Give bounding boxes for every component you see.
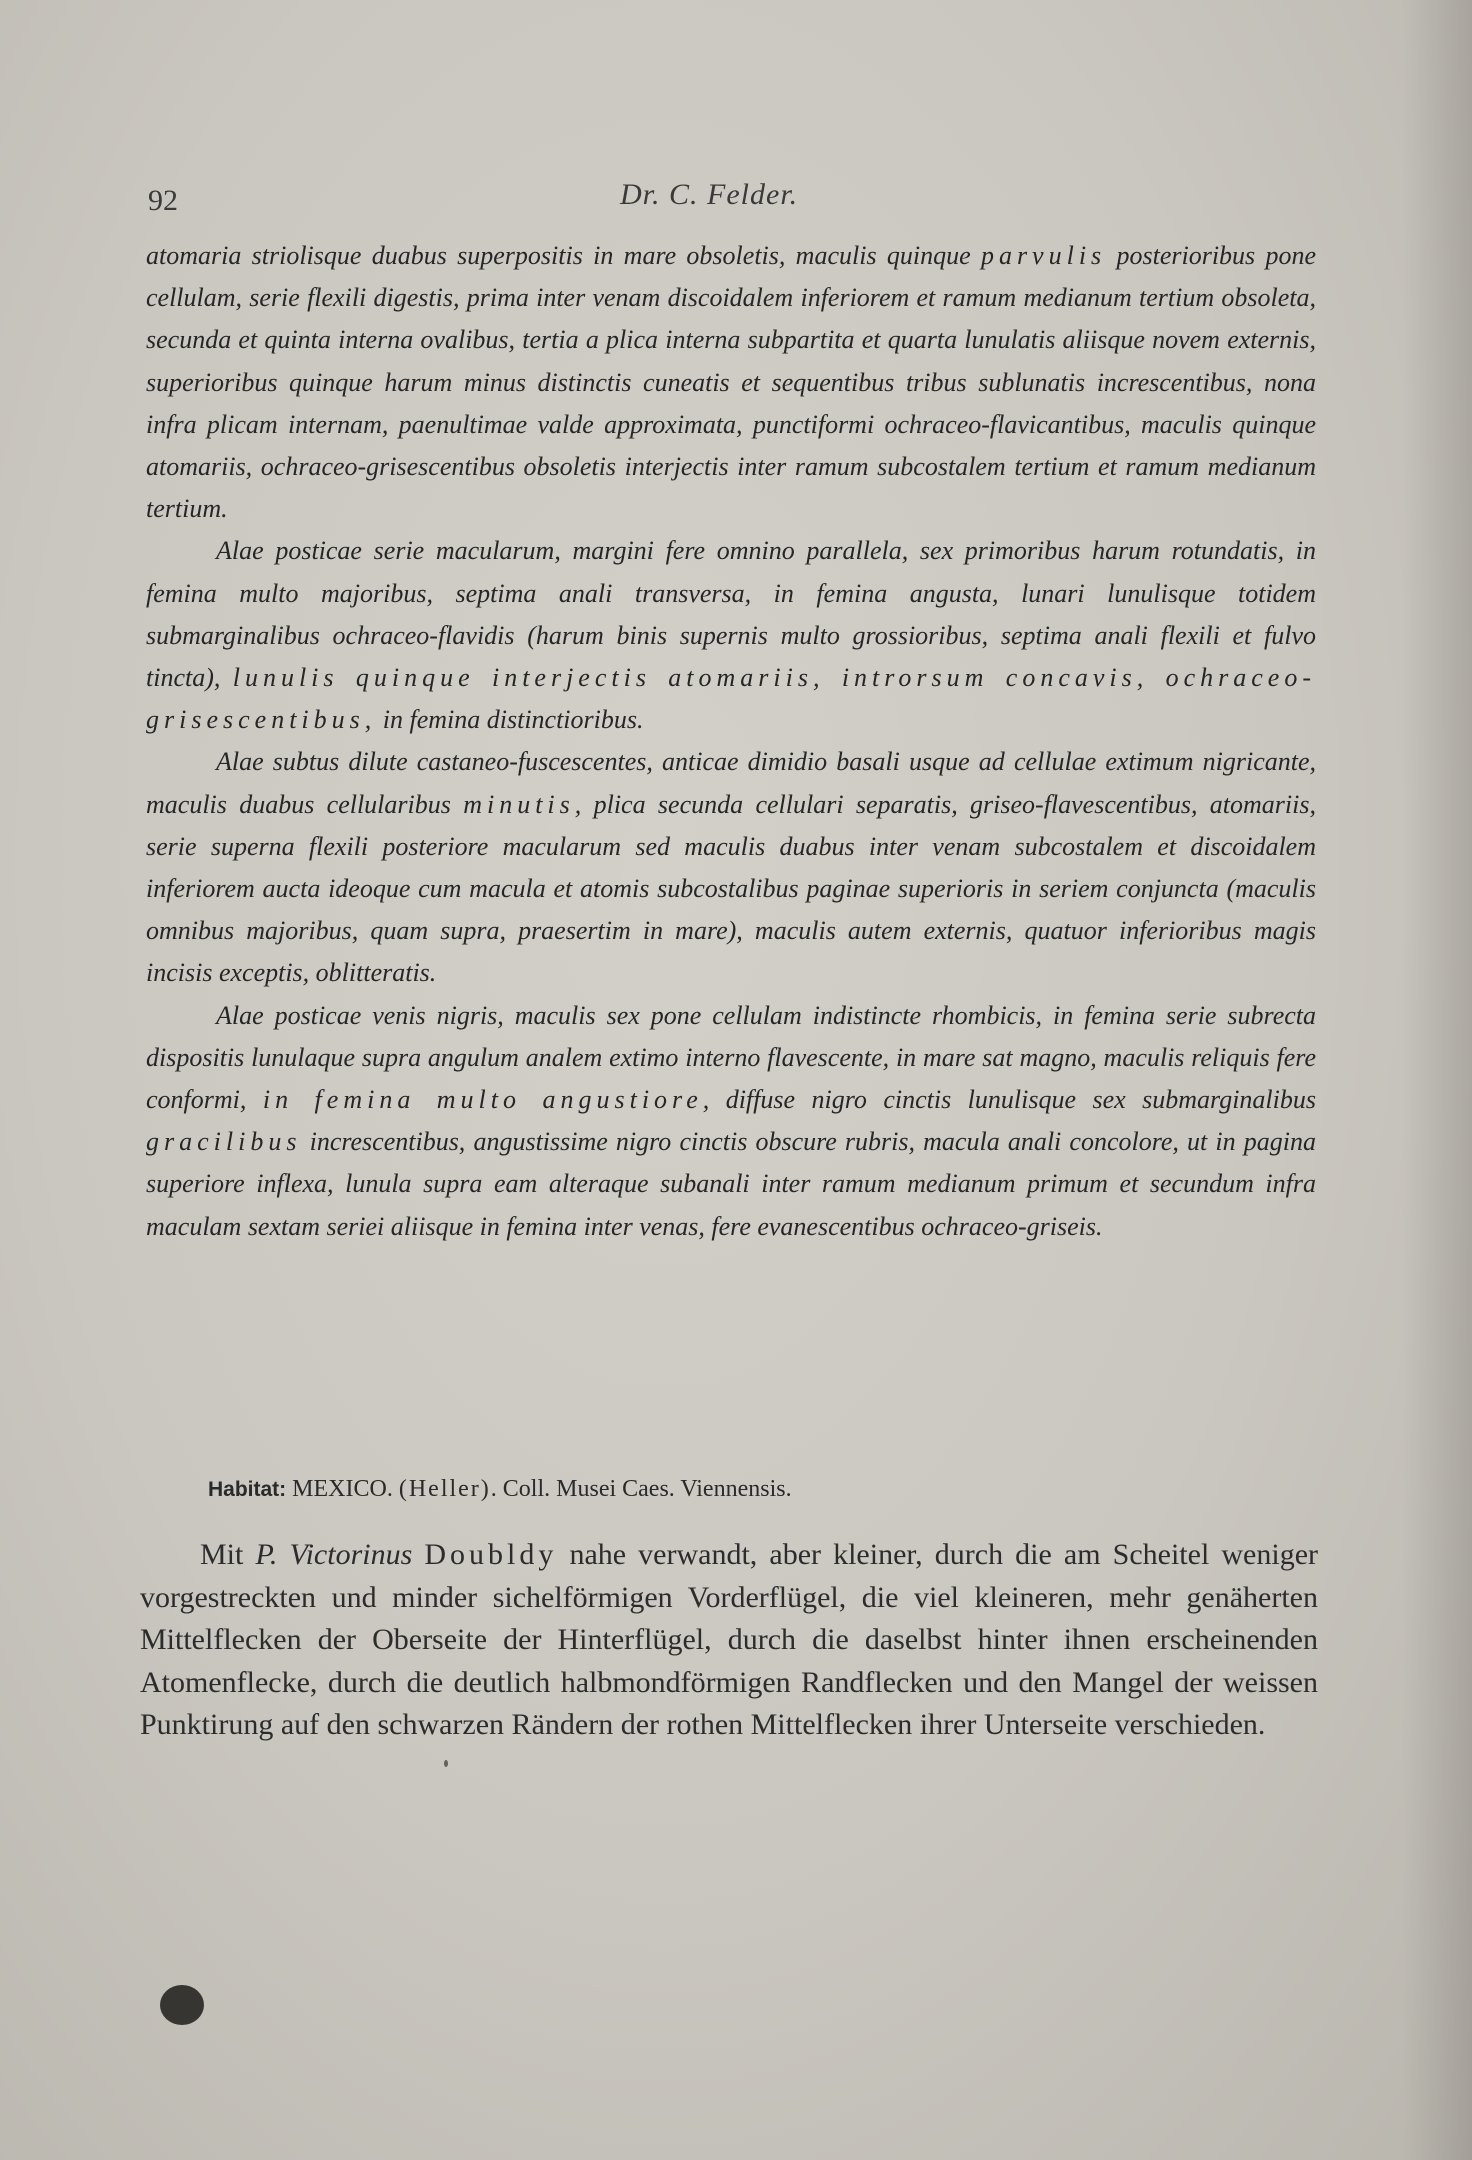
german-text: nahe verwandt, aber kleiner, durch die am Scheitel weniger vorgestreckten und minder sichelförmigen Vorderflügel, die viel kleineren, mehr genäherten Mittelflecken der Oberseite der Hinterflügel, durch die daselbst hinter ihnen erscheinenden Atomenflecke, durch die deutlich halbmondförmigen Randflecken und den Mangel der weissen Punktirung auf den schwarzen Rändern der rothen Mittelflecken ihrer Unterseite verschieden. [140,1538,1318,1741]
spaced-emphasis: gracilibus [146,1127,302,1157]
spaced-emphasis: in femina multo angustiore [262,1085,703,1115]
habitat-collection: . Coll. Musei Caes. Viennensis. [490,1476,792,1502]
latin-text: Alae posticae serie macularum, margini fere omnino parallela, sex primoribus harum rotundatis, in femina multo majoribus, septima anali transversa, in femina angusta, lunari lunulisque totidem submarginalibus ochraceo-flavidis (harum binis supernis multo grossioribus, septima anali flexili et fulvo tincta), [146,536,1316,693]
species-name: P. Victorinus [255,1538,413,1571]
german-remarks [140,1534,1318,1747]
latin-paragraph [146,741,1316,994]
spaced-emphasis: parvulis [980,241,1107,270]
latin-description [146,235,1316,1248]
latin-text: , plica secunda cellulari separatis, griseo-flavescentibus, atomariis, serie superna flexili posteriore macularum sed maculis duabus inter venam subcostalem et discoidalem inferiorem aucta ideoque cum macula et atomis subcostalibus paginae superioris in seriem conjuncta (maculis omnibus majoribus, quam supra, praesertim in mare), maculis autem externis, quatuor inferioribus magis incisis exceptis, oblitteratis. [146,789,1316,988]
latin-text: Alae posticae venis nigris, maculis sex pone cellulam indistincte rhombicis, in femina serie subrecta dispositis lunulaque supra angulum analem extimo interno flavescente, in mare sat magno, maculis reliquis fere conformi, [146,1000,1316,1115]
german-space [412,1538,424,1571]
ink-spot [160,1985,204,2025]
latin-text: Alae subtus dilute castaneo-fuscescentes, anticae dimidio basali usque ad cellulae extimum nigricante, maculis duabus cellularibus [146,747,1316,819]
habitat-collector: (Heller) [398,1476,491,1502]
ink-speck [444,1760,448,1767]
latin-text: in femina distinctioribus. [376,705,644,735]
spaced-emphasis: lunulis quinque interjectis atomariis, introrsum concavis, ochraceo-grisescentibus, [146,663,1316,735]
running-head: Dr. C. Felder. [620,178,799,211]
latin-text: increscentibus, angustissime nigro cinctis obscure rubris, macula anali concolore, ut in pagina superiore inflexa, lunula supra eam alteraque subanali inter ramum medianum primum et secundum infra maculam sextam seriei aliisque in femina inter venas, fere evanescentibus ochraceo-griseis. [146,1127,1316,1241]
habitat-label: Habitat: [208,1478,287,1501]
page-number: 92 [148,184,178,217]
latin-text: posterioribus pone cellulam, serie flexili digestis, prima inter venam discoidalem inferiorem et ramum medianum tertium obsoleta, secunda et quinta interna ovalibus, tertia a plica interna subpartita et quarta lunulatis aliisque novem externis, superioribus quinque harum minus distinctis cuneatis et sequentibus tribus sublunatis increscentibus, nona infra plicam internam, paenultimae valde approximata, punctiformi ochraceo-flavicantibus, maculis quinque atomariis, ochraceo-grisescentibus obsoletis interjectis inter ramum subcostalem tertium et ramum medianum tertium. [146,241,1316,524]
author-name: Doubldy [424,1538,558,1571]
german-intro: Mit [200,1538,256,1571]
latin-paragraph [146,235,1316,530]
german-paragraph [140,1534,1318,1747]
page-edge-shadow [1402,0,1472,2160]
latin-text: atomaria striolisque duabus superpositis in mare obsoletis, maculis quinque [146,241,981,270]
latin-paragraph [146,530,1316,741]
spaced-emphasis: minutis [463,789,575,819]
habitat-line [208,1476,1308,1503]
habitat-place: MEXICO. [286,1476,399,1502]
latin-paragraph [146,995,1316,1248]
latin-text: , diffuse nigro cinctis lunulisque sex submarginalibus [702,1085,1316,1115]
page-header [0,178,1472,228]
